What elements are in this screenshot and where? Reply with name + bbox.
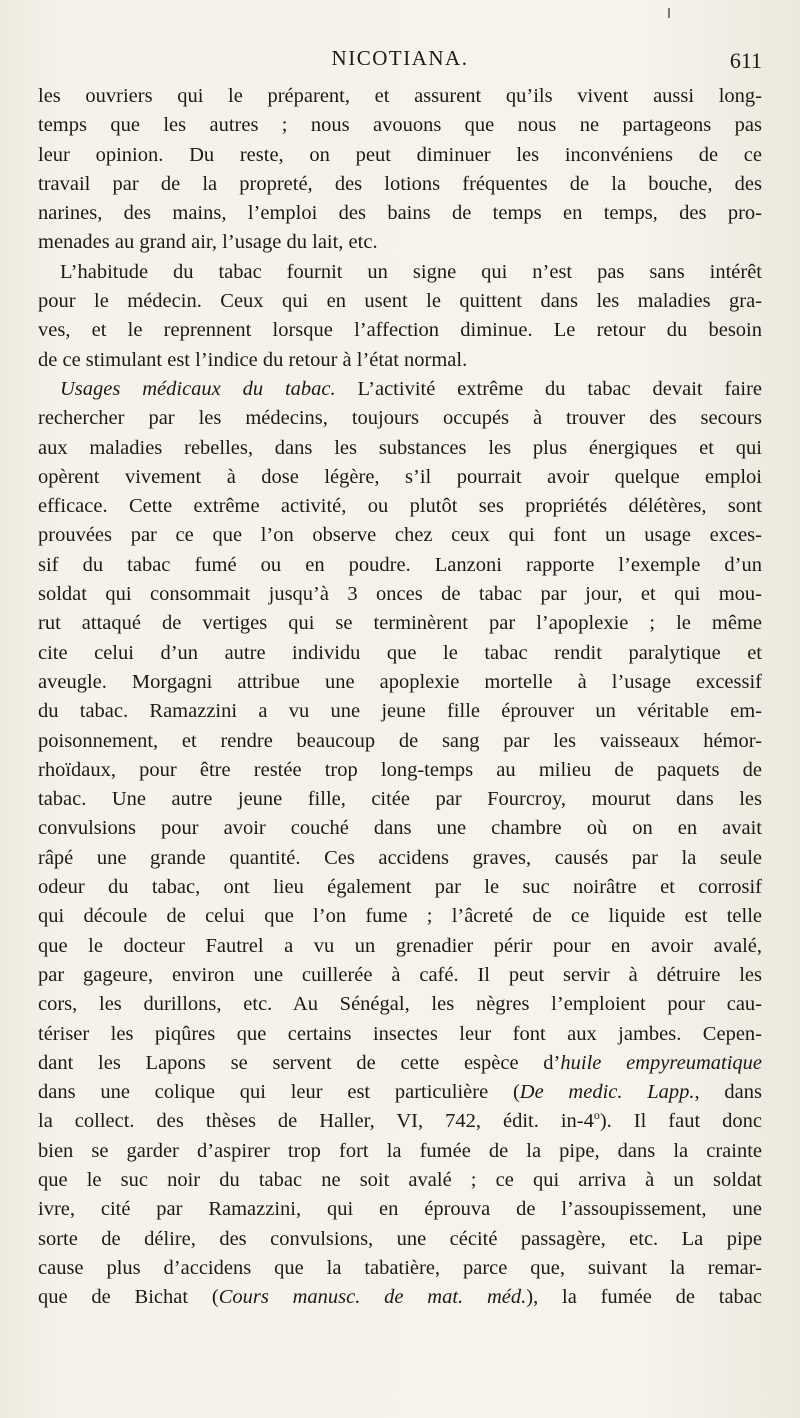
text-line: cause plus d’accidens que la tabatière, parce que, suivant la remar- bbox=[38, 1256, 762, 1279]
text-line: que de Bichat (Cours manusc. de mat. méd.), la fumée de tabac bbox=[38, 1286, 762, 1309]
text-line: convulsions pour avoir couché dans une chambre où on en avait bbox=[38, 817, 762, 840]
text-line: poisonnement, et rendre beaucoup de sang par les vaisseaux hémor- bbox=[38, 729, 762, 752]
text-line: sif du tabac fumé ou en poudre. Lanzoni rapporte l’exemple d’un bbox=[38, 553, 762, 576]
text-line: narines, des mains, l’emploi des bains de temps en temps, des pro- bbox=[38, 202, 762, 225]
text-line: dans une colique qui leur est particulière (De medic. Lapp., dans bbox=[38, 1081, 762, 1104]
page-header bbox=[38, 46, 762, 80]
text-line: que le suc noir du tabac ne soit avalé ; ce qui arriva à un soldat bbox=[38, 1168, 762, 1191]
running-title: NICOTIANA. bbox=[331, 46, 469, 70]
text-line: que le docteur Fautrel a vu un grenadier périr pour en avoir avalé, bbox=[38, 934, 762, 957]
text-line: Usages médicaux du tabac. L’activité extrême du tabac devait faire bbox=[60, 377, 762, 400]
text-line: tabac. Une autre jeune fille, citée par Fourcroy, mourut dans les bbox=[38, 788, 762, 811]
text-line: prouvées par ce que l’on observe chez ceux qui font un usage exces- bbox=[38, 524, 762, 547]
text-line: bien se garder d’aspirer trop fort la fumée de la pipe, dans la crainte bbox=[38, 1139, 762, 1162]
text-line: du tabac. Ramazzini a vu une jeune fille éprouver un véritable em- bbox=[38, 700, 762, 723]
text-line: L’habitude du tabac fournit un signe qui n’est pas sans intérêt bbox=[60, 260, 762, 283]
margin-mark bbox=[668, 8, 670, 18]
body-text bbox=[38, 82, 762, 1312]
text-line: par gageure, environ une cuillerée à café. Il peut servir à détruire les bbox=[38, 963, 762, 986]
text-line: rhoïdaux, pour être restée trop long-temps au milieu de paquets de bbox=[38, 758, 762, 781]
text-line: menades au grand air, l’usage du lait, etc. bbox=[38, 231, 378, 254]
text-line: tériser les piqûres que certains insectes leur font aux jambes. Cepen- bbox=[38, 1022, 762, 1045]
text-line: aux maladies rebelles, dans les substances les plus énergiques et qui bbox=[38, 436, 762, 459]
text-line: cors, les durillons, etc. Au Sénégal, les nègres l’emploient pour cau- bbox=[38, 993, 762, 1016]
text-line: cite celui d’un autre individu que le tabac rendit paralytique et bbox=[38, 641, 762, 664]
text-line: efficace. Cette extrême activité, ou plutôt ses propriétés délétères, sont bbox=[38, 495, 762, 518]
text-line: pour le médecin. Ceux qui en usent le quittent dans les maladies gra- bbox=[38, 290, 762, 313]
text-line: de ce stimulant est l’indice du retour à l’état normal. bbox=[38, 348, 468, 371]
text-line: la collect. des thèses de Haller, VI, 742, édit. in-4$^o$). Il faut donc bbox=[38, 1108, 762, 1133]
text-line: opèrent vivement à dose légère, s’il pourrait avoir quelque emploi bbox=[38, 465, 762, 488]
text-line: sorte de délire, des convulsions, une cécité passagère, etc. La pipe bbox=[38, 1227, 762, 1250]
text-line: temps que les autres ; nous avouons que nous ne partageons pas bbox=[38, 114, 762, 137]
text-line: soldat qui consommait jusqu’à 3 onces de tabac par jour, et qui mou- bbox=[38, 583, 762, 606]
text-line: aveugle. Morgagni attribue une apoplexie mortelle à l’usage excessif bbox=[38, 670, 762, 693]
text-line: dant les Lapons se servent de cette espèce d’huile empyreumatique bbox=[38, 1051, 762, 1074]
text-line: ves, et le reprennent lorsque l’affection diminue. Le retour du besoin bbox=[38, 319, 762, 342]
text-line: leur opinion. Du reste, on peut diminuer les inconvéniens de ce bbox=[38, 143, 762, 166]
text-line: les ouvriers qui le préparent, et assurent qu’ils vivent aussi long- bbox=[38, 85, 762, 107]
text-line: odeur du tabac, ont lieu également par le suc noirâtre et corrosif bbox=[38, 876, 762, 899]
text-line: rechercher par les médecins, toujours occupés à trouver des secours bbox=[38, 407, 762, 430]
text-line: râpé une grande quantité. Ces accidens graves, causés par la seule bbox=[38, 846, 762, 869]
text-line: rut attaqué de vertiges qui se terminèrent par l’apoplexie ; le même bbox=[38, 612, 762, 635]
text-line: qui découle de celui que l’on fume ; l’âcreté de ce liquide est telle bbox=[38, 905, 762, 928]
text-line: travail par de la propreté, des lotions fréquentes de la bouche, des bbox=[38, 172, 762, 195]
page-number: 611 bbox=[729, 48, 762, 73]
text-line: ivre, cité par Ramazzini, qui en éprouva de l’assoupissement, une bbox=[38, 1198, 762, 1221]
